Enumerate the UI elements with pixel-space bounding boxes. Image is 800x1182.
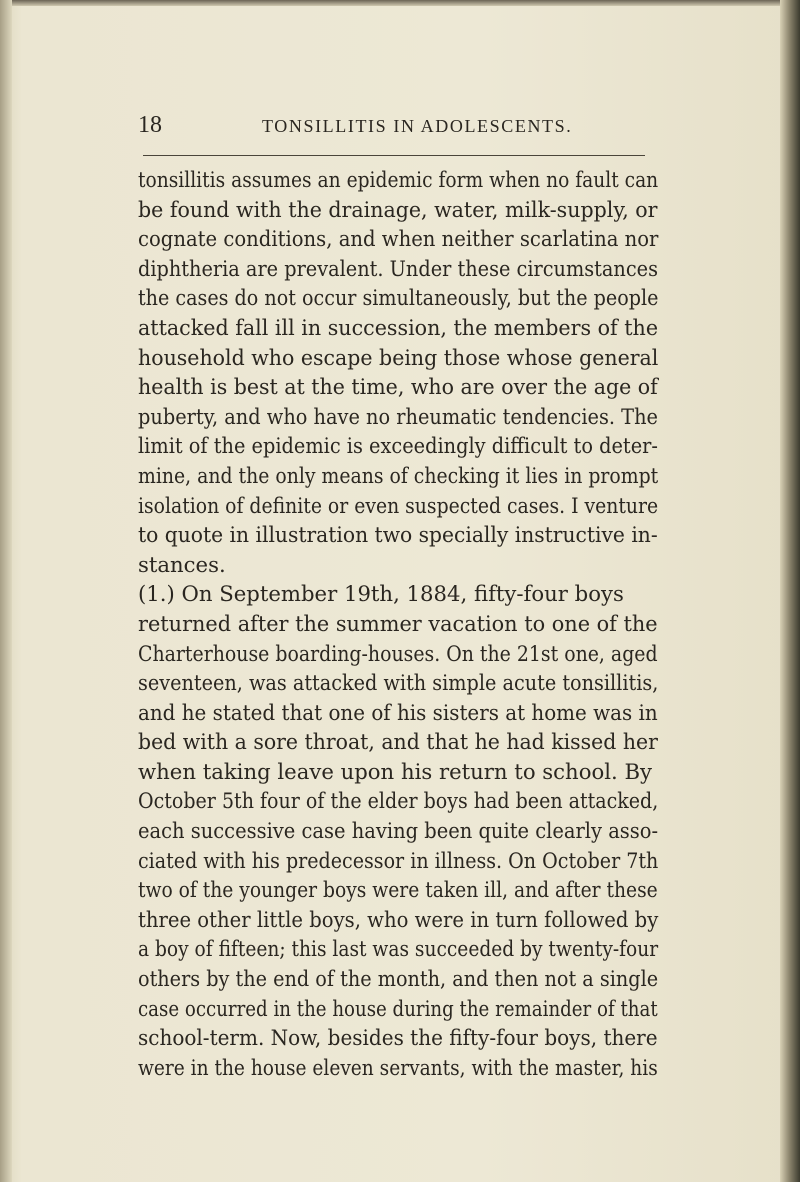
text-line: to quote in illustration two specially instructive in- <box>138 522 658 548</box>
text-line: tonsillitis assumes an epidemic form when no fault can <box>138 167 659 192</box>
text-line: stances. <box>138 551 226 577</box>
page-top-edge <box>0 0 800 6</box>
page-number: 18 <box>138 112 162 138</box>
text-line: diphtheria are prevalent. Under these circumstances <box>138 255 658 281</box>
body-text <box>138 165 658 1082</box>
text-line: when taking leave upon his return to school. By <box>138 758 652 784</box>
page-right-edge <box>780 0 800 1182</box>
header-rule <box>143 155 645 156</box>
text-line: bed with a sore throat, and that he had kissed her <box>138 729 658 755</box>
text-line: health is best at the time, who are over the age of <box>138 374 658 400</box>
text-line: isolation of definite or even suspected cases. I venture <box>138 492 659 518</box>
text-line: Charterhouse boarding-houses. On the 21st one, aged <box>138 640 658 666</box>
text-line: the cases do not occur simultaneously, but the people <box>138 285 659 311</box>
text-line: case occurred in the house during the remainder of that <box>138 995 658 1021</box>
text-line: returned after the summer vacation to one of the <box>138 610 658 636</box>
text-line: cognate conditions, and when neither scarlatina nor <box>138 226 659 252</box>
text-line: (1.) On September 19th, 1884, fifty-four boys <box>138 581 624 607</box>
text-line: were in the house eleven servants, with the master, his <box>138 1054 658 1080</box>
page-gutter-edge <box>0 0 12 1182</box>
text-line: attacked fall ill in succession, the members of the <box>138 314 659 340</box>
text-line: school-term. Now, besides the fifty-four boys, there <box>138 1025 658 1051</box>
text-line: October 5th four of the elder boys had been attacked, <box>138 788 659 814</box>
text-line: household who escape being those whose general <box>138 344 659 370</box>
text-line: limit of the epidemic is exceedingly difficult to deter- <box>138 433 658 459</box>
text-line: two of the younger boys were taken ill, and after these <box>138 877 658 903</box>
text-line: and he stated that one of his sisters at home was in <box>138 699 658 725</box>
text-line: mine, and the only means of checking it lies in prompt <box>138 462 659 488</box>
text-line: each successive case having been quite clearly asso- <box>138 818 659 844</box>
text-line: three other little boys, who were in turn followed by <box>138 906 659 932</box>
text-line: ciated with his predecessor in illness. On October 7th <box>138 847 659 873</box>
running-title: TONSILLITIS IN ADOLESCENTS. <box>262 116 573 136</box>
text-line: others by the end of the month, and then not a single <box>138 966 659 992</box>
text-line: puberty, and who have no rheumatic tendencies. The <box>138 403 658 429</box>
page-header <box>138 112 698 140</box>
text-line: be found with the drainage, water, milk-supply, or <box>138 196 658 222</box>
text-line: seventeen, was attacked with simple acute tonsillitis, <box>138 670 659 696</box>
text-line: a boy of fifteen; this last was succeeded by twenty-four <box>138 936 659 962</box>
